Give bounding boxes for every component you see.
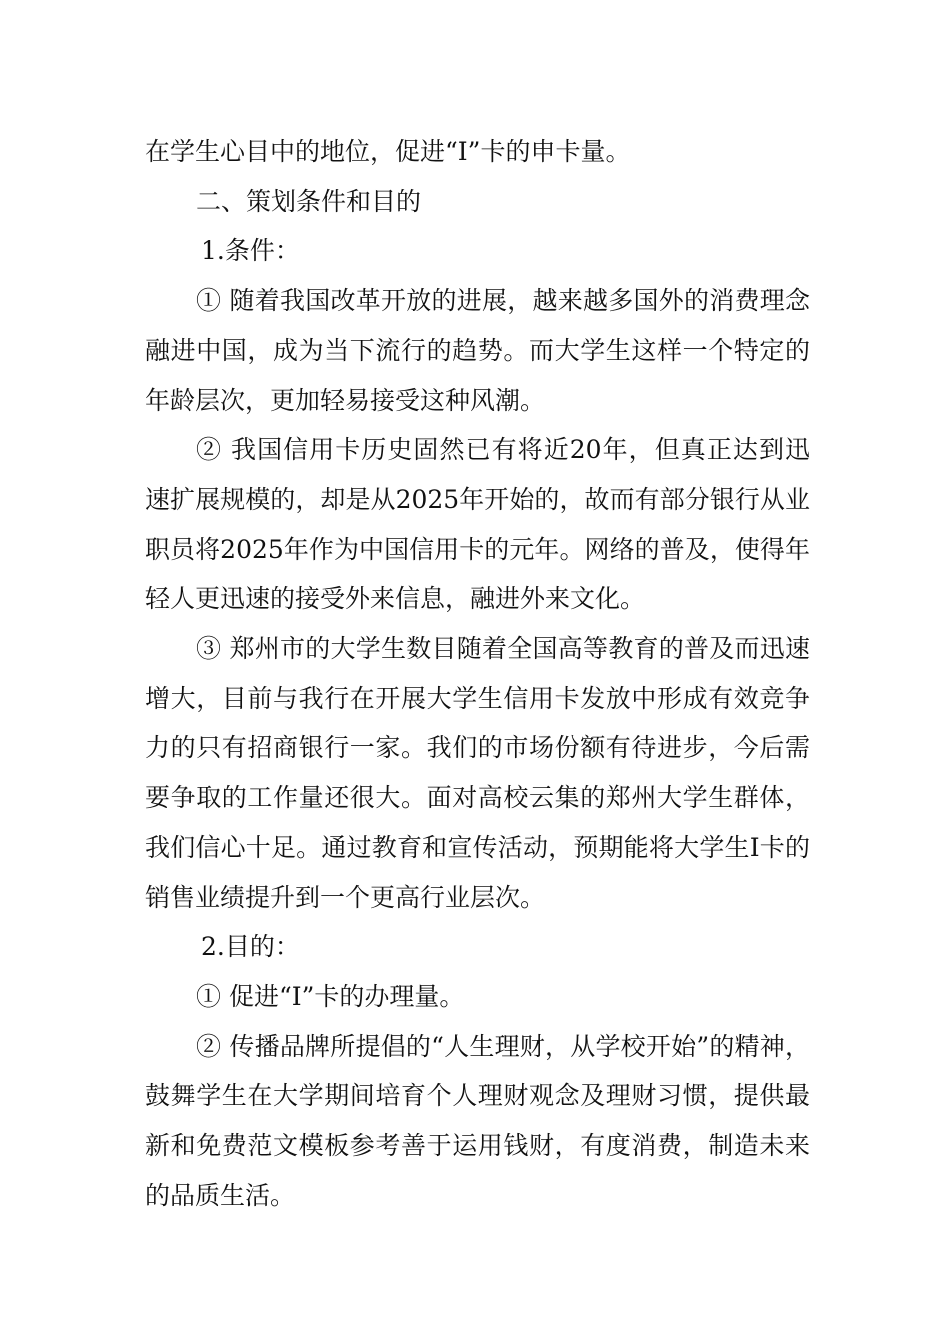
paragraph-condition-3: ③ 郑州市的大学生数目随着全国高等教育的普及而迅速增大，目前与我行在开展大学生信用卡发放中形成有效竞争力的只有招商银行一家。我们的市场份额有待进步，今后需要争取的工作量还很大。面对高校云集的郑州大学生群体，我们信心十足。通过教育和宣传活动，预期能将大学生I卡的销售业绩提升到一个更高行业层次。 xyxy=(145,634,810,912)
paragraph-goal-1: ① 促进“I”卡的办理量。 xyxy=(196,981,465,1011)
section-heading: 二、策划条件和目的 xyxy=(196,186,422,216)
subsection-heading-goals: 2.目的： xyxy=(201,932,300,962)
paragraph-continuation: 在学生心目中的地位，促进“I”卡的申卡量。 xyxy=(145,137,631,166)
paragraph-condition-2: ② 我国信用卡历史固然已有将近20年，但真正达到迅速扩展规模的，却是从2025年开始的，故而有部分银行从业职员将2025年作为中国信用卡的元年。网络的普及，使得年轻人更迅速的接受外来信息，融进外来文化。 xyxy=(145,435,810,614)
subsection-heading-conditions: 1.条件： xyxy=(201,236,300,266)
document-body xyxy=(145,127,810,1220)
paragraph-goal-2: ② 传播品牌所提倡的“人生理财，从学校开始”的精神，鼓舞学生在大学期间培育个人理财观念及理财习惯，提供最新和免费范文模板参考善于运用钱财，有度消费，制造未来的品质生活。 xyxy=(145,1031,810,1210)
paragraph-condition-1: ① 随着我国改革开放的进展，越来越多国外的消费理念融进中国，成为当下流行的趋势。而大学生这样一个特定的年龄层次，更加轻易接受这种风潮。 xyxy=(145,286,810,415)
